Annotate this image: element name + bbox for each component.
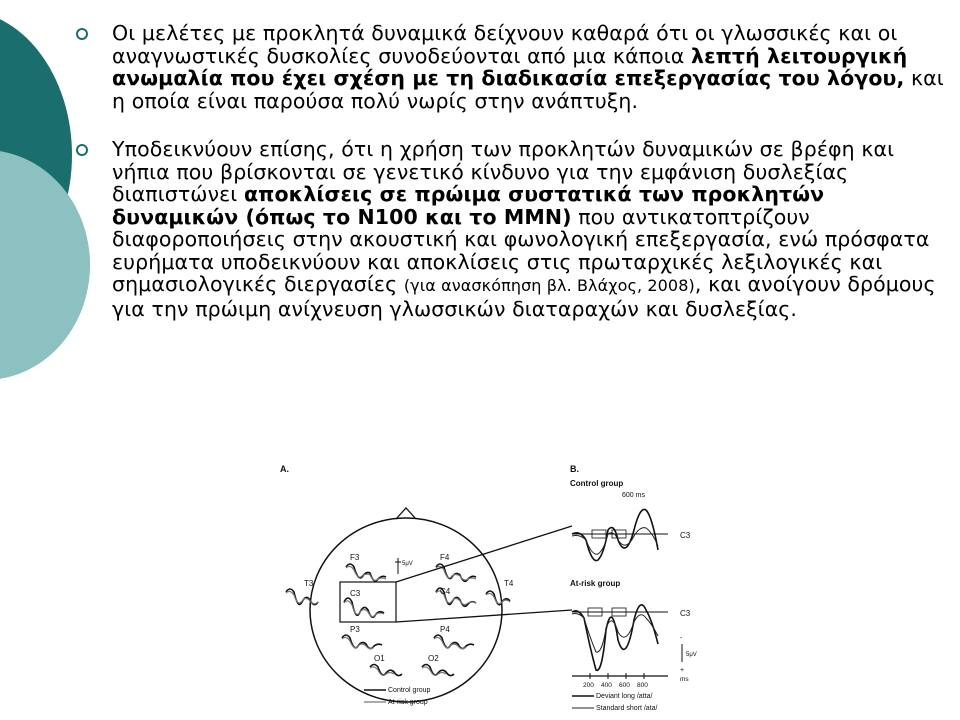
bullet-2-text: Υποδεικνύουν επίσης, ότι η χρήση των προκλητών δυναμικών σε βρέφη και νήπια που βρίσκονται σε γενετικό κίνδυνο για την εμφάνιση δυσλεξίας διαπιστώνει <box>112 137 895 206</box>
legend-a-control: Control group <box>388 687 431 694</box>
head-outline <box>310 518 502 702</box>
electrode-label-p4: P4 <box>440 625 450 634</box>
hollow-circle-icon <box>76 144 88 156</box>
bullet-2-citation: (για ανασκόπηση βλ. Βλάχος, 2008) <box>403 276 695 295</box>
electrode-label-t3: T3 <box>304 579 314 588</box>
scale-b-minus: - <box>680 635 683 642</box>
electrode-label-t4: T4 <box>504 579 514 588</box>
legend-b-deviant: Deviant long /atta/ <box>596 693 653 700</box>
ms-tick-400: 400 <box>601 682 612 689</box>
trace-p4 <box>434 635 474 649</box>
legend-a-at-risk: At-risk group <box>388 699 428 706</box>
ms-tick-800: 800 <box>637 682 648 689</box>
panel-b-label: B. <box>570 464 579 474</box>
at-risk-trace-deviant <box>572 605 658 670</box>
electrode-label-o2: O2 <box>428 654 439 663</box>
ms-tick-600: 600 <box>619 682 630 689</box>
scale-b-label: 5μV <box>686 652 697 658</box>
bullet-2-bold: αποκλίσεις σε πρώιμα συστατικά των προκλητών δυναμικών (όπως το Ν100 και το ΜΜΝ) <box>112 182 825 229</box>
scale-a-label: 5μV <box>402 561 413 567</box>
control-group-title: Control group <box>570 479 624 488</box>
panel-a-label: A. <box>280 464 289 474</box>
erp-figure <box>276 462 726 716</box>
c3-label-bottom: C3 <box>680 609 691 618</box>
electrode-label-c4: C4 <box>440 587 451 596</box>
electrode-label-f3: F3 <box>350 553 360 562</box>
bullet-1-text-end: και η οποία είναι παρούσα πολύ νωρίς στην ανάπτυξη. <box>112 66 944 113</box>
legend-b-standard: Standard short /ata/ <box>596 705 658 712</box>
bullet-1-bold: λεπτή λειτουργική ανωμαλία που έχει σχέση με τη διαδικασία επεξεργασίας του λόγου, <box>112 43 908 90</box>
latency-label: 600 ms <box>622 492 645 499</box>
bullet-2-text-middle: που αντικατοπτρίζουν διαφοροποιήσεις στην ακουστική και φωνολογική επεξεργασία, ενώ πρόσφατα ευρήματα υποδεικνύουν και αποκλίσεις στις πρωταρχικές λεξιλογικές και σημασιολογικές διεργασίες <box>112 204 930 296</box>
bullet-2-text-end: , και ανοίγουν δρόμους για την πρώιμη ανίχνευση γλωσσικών διαταραχών και δυσλεξίας. <box>112 272 936 321</box>
c3-label-top: C3 <box>680 531 691 540</box>
slide-content <box>76 22 946 320</box>
trace-c3 <box>344 598 384 617</box>
ms-tick-200: 200 <box>583 682 594 689</box>
ms-unit: ms <box>680 676 689 683</box>
connector-line-bottom <box>396 610 572 622</box>
bullet-1-text: Οι μελέτες με προκλητά δυναμικά δείχνουν καθαρά ότι οι γλωσσικές και οι αναγνωστικές δυσκολίες συνοδεύονται από μια κάποια <box>112 21 898 68</box>
trace-p3 <box>342 635 382 649</box>
hollow-circle-icon <box>76 28 88 40</box>
electrode-label-p3: P3 <box>350 625 360 634</box>
electrode-label-c3: C3 <box>350 589 361 598</box>
bullet-point-2 <box>76 138 946 320</box>
at-risk-group-title: At-risk group <box>570 579 621 588</box>
electrode-label-f4: F4 <box>440 553 450 562</box>
scale-b-plus: + <box>680 667 685 674</box>
bullet-point-1 <box>76 22 946 112</box>
connector-line-top <box>396 526 572 582</box>
c3-highlight-box <box>340 582 396 622</box>
electrode-label-o1: O1 <box>374 654 385 663</box>
